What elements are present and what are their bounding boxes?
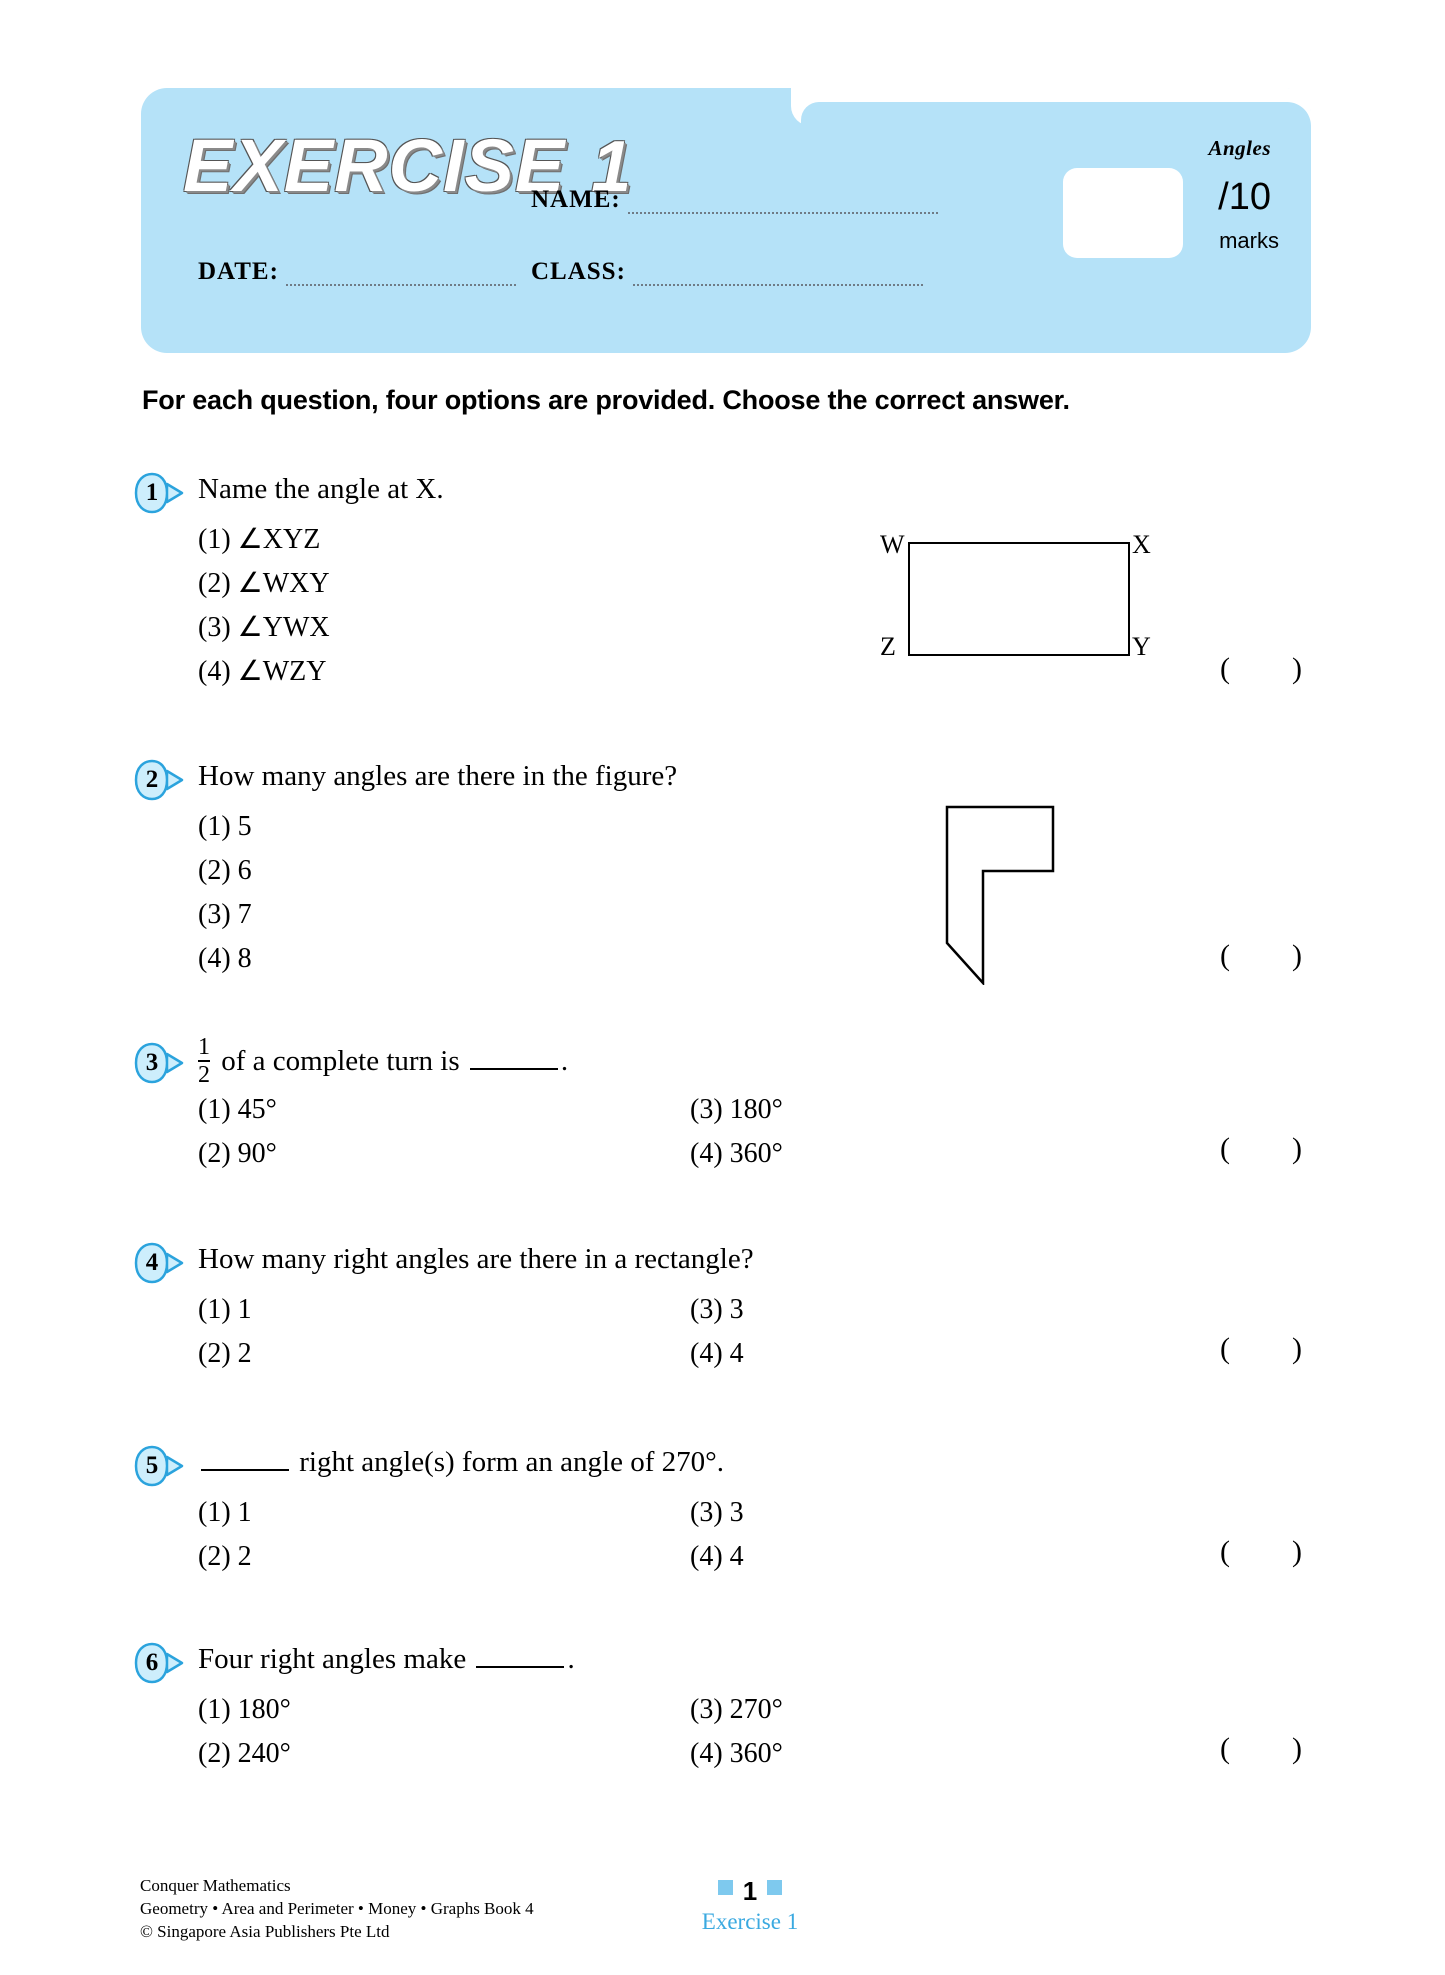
question-number-5: 5 [145, 1452, 159, 1479]
question-text-4: How many right angles are there in a rectangle? [198, 1243, 754, 1275]
vertex-label-w: W [880, 530, 905, 559]
question-number-6: 6 [145, 1649, 159, 1676]
answer-bracket-open-1: ( [1220, 652, 1230, 685]
answer-blank-5[interactable] [201, 1450, 289, 1471]
question-text-3 [198, 1035, 568, 1088]
answer-bracket-3[interactable] [1220, 1132, 1302, 1166]
answer-bracket-close-5: ) [1292, 1535, 1302, 1568]
footer-line-1: Conquer Mathematics [140, 1876, 291, 1895]
options-5-col1 [198, 1491, 252, 1579]
options-3-col2 [690, 1088, 783, 1176]
footer-line-2: Geometry • Area and Perimeter • Money • Graphs Book 4 [140, 1898, 534, 1918]
option-5-2[interactable]: (2) 2 [198, 1541, 252, 1572]
option-4-3[interactable]: (3) 3 [690, 1294, 744, 1325]
question-text-2: How many angles are there in the figure? [198, 760, 678, 792]
figure-step-polygon [945, 805, 1105, 985]
question-number-4: 4 [145, 1249, 159, 1276]
figure-rectangle-wxyz [880, 528, 1310, 668]
answer-bracket-close-4: ) [1292, 1332, 1302, 1365]
footer-exercise-label: Exercise 1 [701, 1909, 799, 1934]
answer-bracket-open-3: ( [1220, 1132, 1230, 1165]
question-text-6-after: . [567, 1643, 575, 1675]
option-1-3[interactable]: (3) ∠YWX [198, 612, 330, 643]
option-5-4[interactable]: (4) 4 [690, 1541, 744, 1572]
question-number-badge-5 [130, 1443, 186, 1489]
answer-bracket-open-2: ( [1220, 939, 1230, 972]
marks-word: marks [1219, 228, 1279, 253]
option-6-2[interactable]: (2) 240° [198, 1738, 291, 1769]
option-3-3[interactable]: (3) 180° [690, 1094, 783, 1125]
answer-blank-6[interactable] [476, 1647, 564, 1668]
vertex-label-x: X [1132, 530, 1151, 559]
question-number-badge-4 [130, 1240, 186, 1286]
exercise-number: 1 [591, 127, 633, 207]
name-label: NAME: [531, 186, 621, 213]
options-4-col2 [690, 1288, 744, 1376]
question-number-badge-3 [130, 1040, 186, 1086]
answer-bracket-2[interactable] [1220, 939, 1302, 973]
question-text-1: Name the angle at X. [198, 473, 444, 505]
options-3-col1 [198, 1088, 277, 1176]
option-2-3[interactable]: (3) 7 [198, 899, 252, 930]
option-5-1[interactable]: (1) 1 [198, 1497, 252, 1528]
options-5-col2 [690, 1491, 744, 1579]
square-left-icon [718, 1880, 733, 1895]
name-input[interactable] [628, 192, 938, 214]
header-banner [141, 88, 1311, 353]
fraction-denominator: 2 [198, 1062, 210, 1089]
question-text-6 [198, 1643, 575, 1676]
answer-bracket-6[interactable] [1220, 1732, 1302, 1766]
option-4-1[interactable]: (1) 1 [198, 1294, 252, 1325]
option-3-4[interactable]: (4) 360° [690, 1138, 783, 1169]
vertex-label-y: Y [1132, 632, 1151, 661]
question-text-6-before: Four right angles make [198, 1643, 467, 1675]
option-6-4[interactable]: (4) 360° [690, 1738, 783, 1769]
marks-input-box[interactable] [1063, 168, 1183, 258]
footer-credits [140, 1875, 534, 1944]
question-number-2: 2 [145, 766, 159, 793]
square-right-icon [767, 1880, 782, 1895]
option-5-3[interactable]: (3) 3 [690, 1497, 744, 1528]
option-1-1[interactable]: (1) ∠XYZ [198, 524, 321, 555]
option-4-4[interactable]: (4) 4 [690, 1338, 744, 1369]
date-label: DATE: [198, 258, 279, 285]
question-text-5 [198, 1446, 724, 1479]
question-text-3-after: . [560, 1045, 569, 1078]
topic-label: Angles [1208, 136, 1271, 160]
question-text-3-before: of a complete turn is [221, 1045, 460, 1078]
class-field [531, 258, 923, 286]
question-number-1: 1 [145, 479, 159, 506]
answer-bracket-close-2: ) [1292, 939, 1302, 972]
options-4-col1 [198, 1288, 252, 1376]
question-number-3: 3 [145, 1049, 159, 1076]
name-field [531, 186, 938, 214]
answer-bracket-open-5: ( [1220, 1535, 1230, 1568]
header-notch-inner [801, 102, 1311, 136]
exercise-word: EXERCISE [183, 124, 566, 207]
date-field [198, 258, 516, 286]
answer-bracket-open-6: ( [1220, 1732, 1230, 1765]
option-2-1[interactable]: (1) 5 [198, 811, 252, 842]
options-1 [198, 518, 330, 694]
option-1-2[interactable]: (2) ∠WXY [198, 568, 330, 599]
instruction-text: For each question, four options are provided. Choose the correct answer. [142, 385, 1070, 415]
option-6-1[interactable]: (1) 180° [198, 1694, 291, 1725]
options-6-col1 [198, 1688, 291, 1776]
answer-bracket-close-3: ) [1292, 1132, 1302, 1165]
answer-bracket-5[interactable] [1220, 1535, 1302, 1569]
footer-line-3: © Singapore Asia Publishers Pte Ltd [140, 1921, 390, 1941]
rectangle-shape [908, 542, 1130, 656]
date-input[interactable] [286, 264, 516, 286]
option-2-4[interactable]: (4) 8 [198, 943, 252, 974]
question-text-5-after: right angle(s) form an angle of 270°. [299, 1446, 724, 1478]
answer-bracket-close-1: ) [1292, 652, 1302, 685]
page-number: 1 [742, 1876, 758, 1906]
options-6-col2 [690, 1688, 783, 1776]
option-3-2[interactable]: (2) 90° [198, 1138, 277, 1169]
question-number-badge-6 [130, 1640, 186, 1686]
vertex-label-z: Z [880, 632, 896, 661]
option-3-1[interactable]: (1) 45° [198, 1094, 277, 1125]
footer-page-marker [650, 1876, 850, 1935]
class-label: CLASS: [531, 258, 626, 285]
options-2 [198, 805, 252, 981]
answer-bracket-close-6: ) [1292, 1732, 1302, 1765]
answer-bracket-open-4: ( [1220, 1332, 1230, 1365]
option-4-2[interactable]: (2) 2 [198, 1338, 252, 1369]
marks-denominator: /10 [1218, 176, 1271, 218]
class-input[interactable] [633, 264, 923, 286]
question-number-badge-1 [130, 470, 186, 516]
fraction-one-half [198, 1035, 210, 1088]
answer-blank-3[interactable] [470, 1049, 558, 1070]
answer-bracket-4[interactable] [1220, 1332, 1302, 1366]
fraction-numerator: 1 [198, 1034, 210, 1060]
option-1-4[interactable]: (4) ∠WZY [198, 656, 327, 687]
option-2-2[interactable]: (2) 6 [198, 855, 252, 886]
option-6-3[interactable]: (3) 270° [690, 1694, 783, 1725]
question-number-badge-2 [130, 757, 186, 803]
page-number-row [650, 1876, 850, 1907]
